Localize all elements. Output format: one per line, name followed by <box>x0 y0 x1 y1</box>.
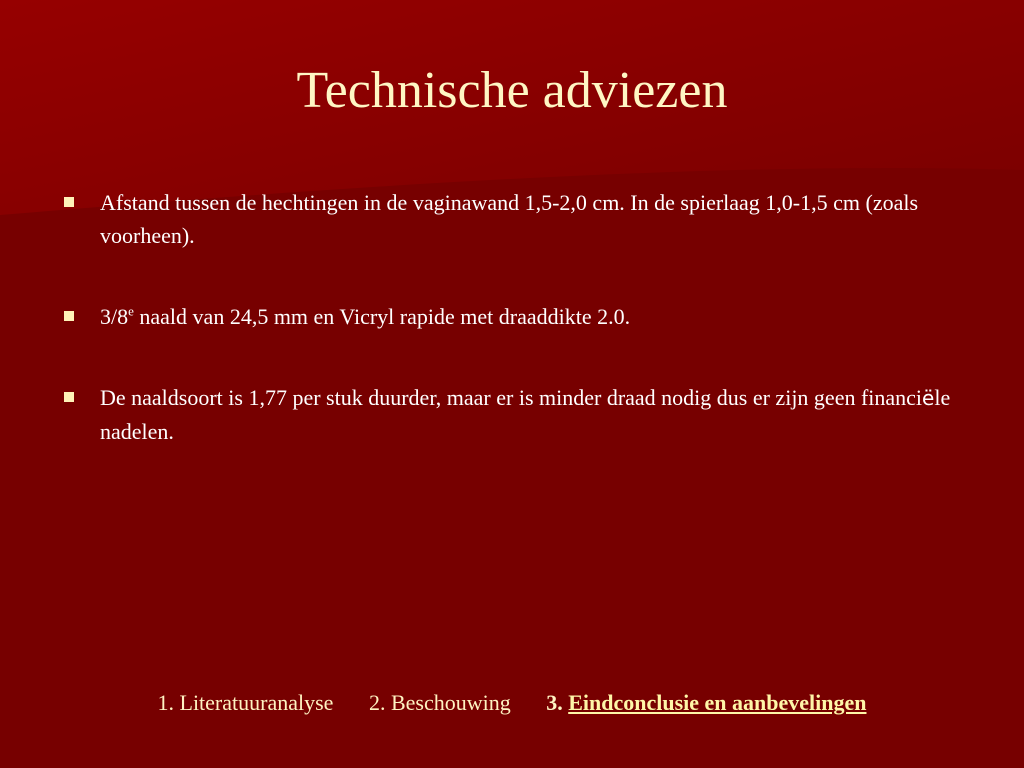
eindconclusie-link[interactable]: Eindconclusie en aanbevelingen <box>568 690 867 715</box>
bullet-item <box>60 300 960 333</box>
bullet-list <box>60 186 960 448</box>
nav-item-beschouwing[interactable]: 2. Beschouwing <box>368 690 511 715</box>
special-character: ë <box>922 386 935 410</box>
bullet-text: Afstand tussen de hechtingen in de vaginawand 1,5-2,0 cm. In de spierlaag 1,0-1,5 cm (zoals voorheen). <box>100 190 919 248</box>
slide-title: Technische adviezen <box>296 62 728 119</box>
square-bullet-icon <box>64 197 74 207</box>
square-bullet-icon <box>64 392 74 402</box>
bullet-text-prefix: 3/8 <box>100 304 129 329</box>
bullet-item <box>60 186 960 252</box>
nav-item-literatuuranalyse[interactable]: 1. Literatuuranalyse <box>157 690 334 715</box>
bullet-text-suffix: naald van 24,5 mm en Vicryl rapide met draaddikte 2.0. <box>133 304 631 329</box>
footer-navigation <box>0 690 1024 716</box>
bullet-item <box>60 381 960 448</box>
square-bullet-icon <box>64 311 74 321</box>
nav-number: 3. <box>546 690 563 715</box>
superscript: e <box>128 303 134 319</box>
bullet-text-after: le nadelen. <box>100 385 951 444</box>
bullet-text-before: De naaldsoort is 1,77 per stuk duurder, maar er is minder draad nodig dus er zijn geen financi <box>100 385 923 410</box>
nav-item-eindconclusie[interactable] <box>546 690 866 716</box>
